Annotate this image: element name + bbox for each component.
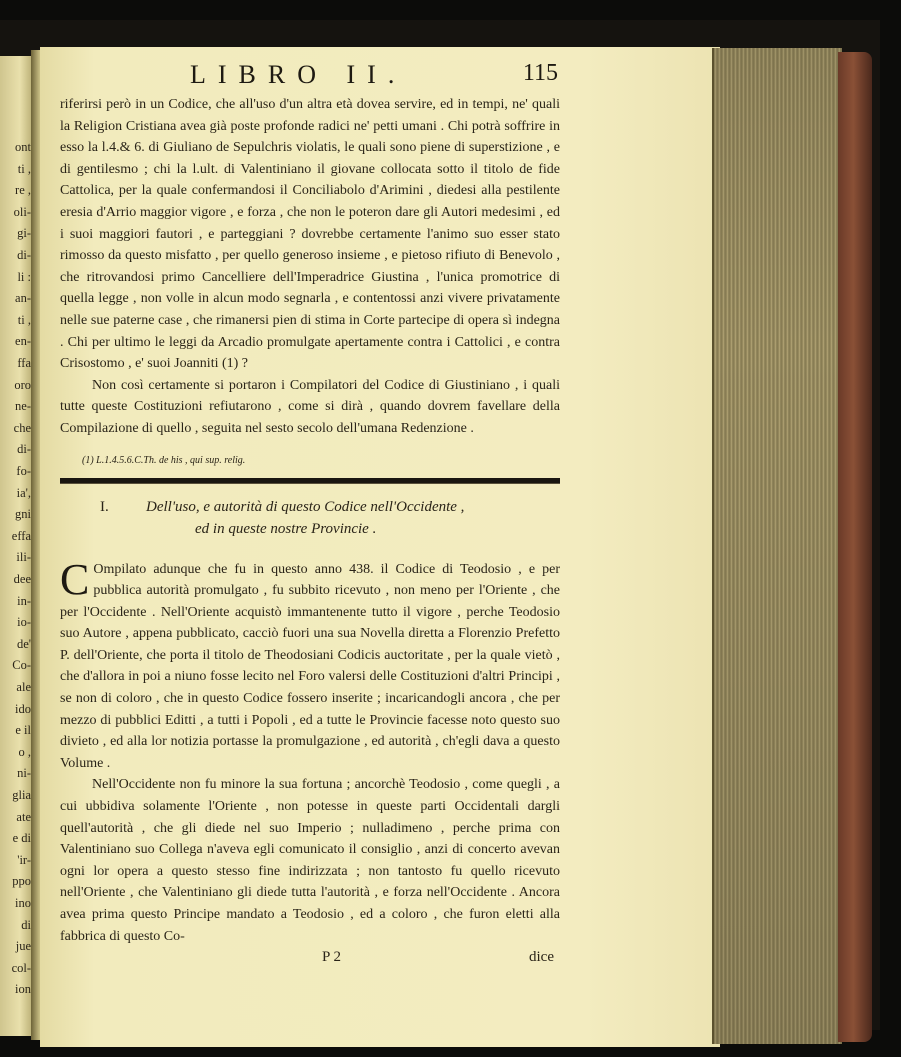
footnote: (1) L.1.4.5.6.C.Th. de his , qui sup. relig. <box>82 454 246 466</box>
signature-mark: P 2 <box>322 949 342 966</box>
paragraph-1: riferirsi però in un Codice, che all'uso d'un altra età dovea servire, ed in tempi, ne' quali la Religion Cristiana avea già poste profonde radici ne' petti umani . Chi potrà soffrire in esso la l.4.& 6. di Giuliano de Sepulchris violatis, le quali sono piene di superstizione , e di gentilesmo ; chi la l.ult. di Valentiniano il giovane collocata sotto il titolo de fide Cattolica, per la quale confermandosi il Conciliabolo d'Arimini , diedesi alla pestilente eresia d'Arrio maggior vigore , e forza , che non le poteron dare gli Autori medesimi , ed i suoi maggiori fautori , e parteggiani ? dovrebbe certamente l'animo suo esser stato rimosso da questo misfatto , per quello generoso insieme , e pietoso rifiuto di Benevolo , che ritrovandosi primo Cancelliere dell'Imperadrice Giustina , l'unica promotrice di quella legge , non volle in alcun modo segnarla , e contentossi anzi vivere privatamente nelle sue paterne case , che rimanersi pien di stima in Corte partecipe di opera sì indegna . Chi per ultimo le leggi da Arcadio promulgate apertamente contra i Cattolici , e contra Crisostomo , e' suoi Joanniti (1) ? <box>60 97 560 372</box>
section-title-line1: Dell'uso, e autorità di questo Codice nell'Occidente , <box>146 498 465 515</box>
left-page-fragment: di <box>21 917 31 932</box>
left-page-fragment: e di <box>12 831 31 846</box>
left-page-fragment: dee <box>13 572 31 586</box>
left-page-fragment: de' <box>16 636 31 651</box>
running-title: LIBRO II. <box>190 60 407 89</box>
left-page-fragment: ia', <box>16 485 31 500</box>
left-page-fragment: ont <box>15 140 31 154</box>
section-heading <box>60 499 560 545</box>
book-cover <box>838 52 872 1042</box>
drop-cap: C <box>60 554 90 604</box>
left-page-fragment: col- <box>11 960 31 975</box>
left-page-fragment: ion <box>15 982 31 997</box>
left-page-fragment: ili- <box>16 550 31 565</box>
page-footer <box>60 949 560 971</box>
left-page-fragment: in- <box>17 593 31 608</box>
left-page-fragment: Co- <box>12 658 31 673</box>
left-page-fragment: gi- <box>17 226 31 241</box>
left-page-fragment: o , <box>18 744 31 759</box>
section-title-line2: ed in queste nostre Provincie . <box>195 520 377 537</box>
left-page-fragment: ti , <box>17 161 31 176</box>
section-number: I. <box>100 498 109 515</box>
left-page-fragment: ate <box>16 809 31 824</box>
left-page-fragment: che <box>13 420 31 435</box>
page-number: 115 <box>522 60 558 86</box>
left-page-fragment: ffa <box>17 356 31 370</box>
left-page-fragment: ni- <box>17 766 31 781</box>
left-page-fragment: re , <box>15 183 31 198</box>
left-page-fragment: en- <box>15 334 31 349</box>
left-page-fragment: io- <box>17 615 31 630</box>
left-page-fragment: an- <box>15 291 31 306</box>
page-content <box>60 60 560 971</box>
section-divider <box>60 478 560 483</box>
left-page-fragment: ti , <box>17 312 31 327</box>
catchword: dice <box>529 949 554 966</box>
left-page-edge <box>0 56 33 1036</box>
section-paragraph-2: Nell'Occidente non fu minore la sua fortuna ; ancorchè Teodosio , come quegli , a cui ubbidiva solamente l'Oriente , non potesse in queste parti Occidentali dargli quell'autorità , che gli diede nel suo Imperio ; nulladimeno , perche prima con Valentiniano suo Collega n'aveva egli comunicato il consiglio , anzi di concerto avevan ogni lor opera a questo stesso fine indirizzata ; non tantosto fu quello ricevuto nell'Oriente , che Valentiniano gli diede tutta l'autorità , e forza nell'Occidente . Ancora avea prima questo Principe mandato a Teodosio , ed a coloro , che furon eletti alla fabbrica di questo Co- <box>60 777 560 944</box>
left-page-fragment: ale <box>16 680 31 694</box>
left-page-fragment: di- <box>17 442 31 457</box>
left-page-fragment: fo- <box>16 464 31 478</box>
page-header <box>60 60 560 94</box>
left-page-fragment: ido <box>15 701 31 716</box>
page-edges <box>712 48 842 1044</box>
left-page-fragment: li : <box>17 269 31 284</box>
paragraph-2: Non così certamente si portaron i Compilatori del Codice di Giustiniano , i quali tutte queste Costituzioni refiutarono , come si dirà , quando dovrem favellare della Compilazione di quello , seguita nel sesto secolo dell'umana Redenzione . <box>60 377 560 436</box>
left-page-fragment: oli- <box>13 204 31 219</box>
left-page-fragment: e il <box>15 723 31 738</box>
section-paragraph-1-text: Ompilato adunque che fu in questo anno 438. il Codice di Teodosio , e per pubblica autorità promulgato , fu subbito ricevuto , non meno per l'Oriente , che per l'Occidente . Nell'Oriente acquistò immantenente tutto il vigore , perche Teodosio suo Autore , appena pubblicato, cacciò fuori una sua Novella diretta a Florenzio Prefetto P. dell'Oriente, che porta il titolo de Theodosiani Codicis auctoritate , per la quale vietò , che d'allora in poi a niuno fosse lecito nel Foro valersi delle Costituzioni d'altri Principi , se non di coloro , che in questo Codice fossero inserite ; incaricandogli ancora , che per mezzo di pubblici Editti , a tutti i Popoli , ed a tutte le Provincie facesse noto questo suo divieto , ed alla lor notizia portasse la promulgazione , ed autorità , ch'egli dava a questo Volume . <box>60 561 560 771</box>
section-paragraph-1 <box>60 554 560 775</box>
left-page-fragment: ppo <box>12 874 31 889</box>
left-page-fragment: ino <box>15 896 31 910</box>
left-page-fragment: oro <box>14 377 31 392</box>
left-page-fragment: ne- <box>15 399 31 414</box>
left-page-fragment: 'ir- <box>17 852 31 867</box>
left-page-fragment: effa <box>11 528 31 543</box>
left-page-fragment: di- <box>17 248 31 262</box>
left-page-fragment: jue <box>15 939 31 954</box>
left-page-fragment: glia <box>12 788 31 802</box>
left-page-fragment: gni <box>15 507 31 522</box>
